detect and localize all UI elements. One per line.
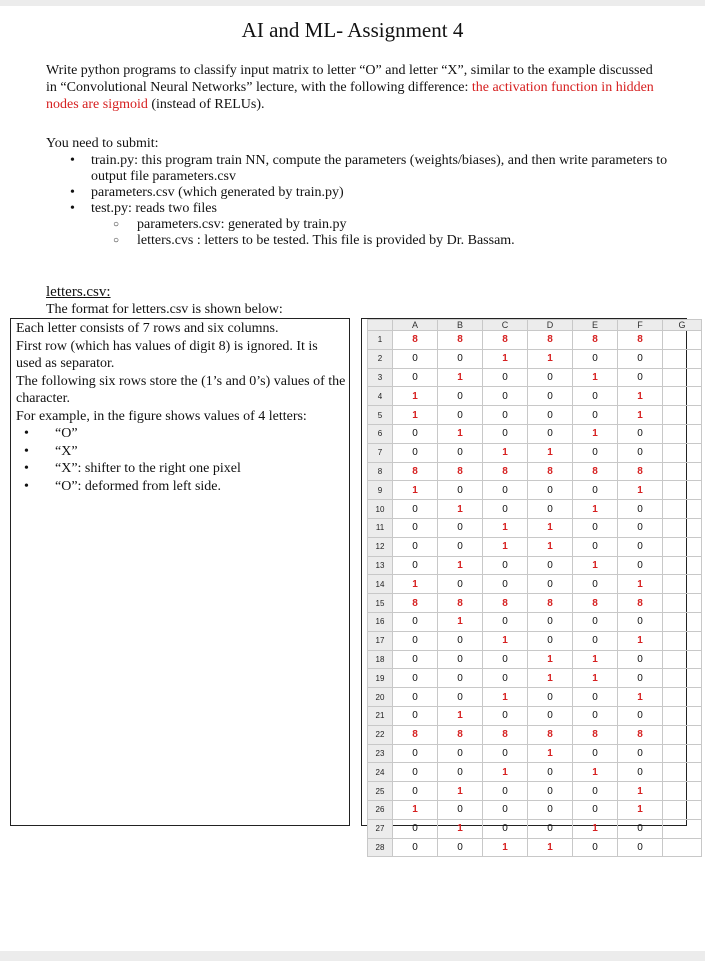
sheet-cell[interactable]: 1 (618, 631, 663, 650)
sheet-cell[interactable]: 1 (438, 556, 483, 575)
submit-item-parameters: • parameters.csv (which generated by train.py) (70, 185, 670, 201)
bottom-bar (0, 951, 705, 961)
sheet-cell[interactable]: 0 (483, 575, 528, 594)
sheet-cell[interactable]: 0 (573, 406, 618, 425)
test-sublist (91, 217, 670, 249)
sheet-cell[interactable]: 0 (618, 443, 663, 462)
sheet-cell[interactable]: 0 (618, 556, 663, 575)
sheet-cell[interactable]: 0 (393, 744, 438, 763)
sheet-cell[interactable]: 8 (438, 462, 483, 481)
sheet-cell-empty[interactable] (663, 368, 702, 387)
submit-heading: You need to submit: (46, 136, 159, 151)
row-number[interactable]: 3 (368, 368, 393, 387)
sheet-cell[interactable]: 1 (528, 669, 573, 688)
sheet-cell-empty[interactable] (663, 331, 702, 350)
row-number[interactable]: 25 (368, 782, 393, 801)
sheet-cell[interactable]: 0 (393, 537, 438, 556)
sheet-cell[interactable]: 0 (483, 406, 528, 425)
sheet-cell[interactable]: 0 (393, 518, 438, 537)
example-item: • “X”: shifter to the right one pixel (24, 460, 346, 478)
sheet-cell[interactable]: 0 (528, 368, 573, 387)
sheet-cell[interactable]: 8 (618, 725, 663, 744)
sheet-cell[interactable]: 0 (483, 368, 528, 387)
column-header-a[interactable]: A (393, 320, 438, 331)
sheet-cell[interactable]: 8 (483, 725, 528, 744)
row-number[interactable]: 23 (368, 744, 393, 763)
sheet-cell[interactable]: 0 (393, 838, 438, 857)
sheet-cell[interactable]: 0 (483, 819, 528, 838)
sheet-cell[interactable]: 0 (528, 481, 573, 500)
sheet-cell[interactable]: 0 (438, 688, 483, 707)
sheet-cell[interactable]: 0 (528, 706, 573, 725)
sheet-cell[interactable]: 0 (618, 612, 663, 631)
sheet-cell-empty[interactable] (663, 462, 702, 481)
sheet-cell[interactable]: 8 (618, 331, 663, 350)
sheet-cell[interactable]: 8 (573, 725, 618, 744)
row-number[interactable]: 2 (368, 349, 393, 368)
column-header-g[interactable]: G (663, 320, 702, 331)
sheet-cell[interactable]: 0 (573, 349, 618, 368)
sheet-cell[interactable]: 1 (393, 800, 438, 819)
sheet-cell[interactable]: 0 (483, 387, 528, 406)
row-number[interactable]: 9 (368, 481, 393, 500)
sheet-cell[interactable]: 0 (483, 556, 528, 575)
sheet-cell[interactable]: 8 (393, 594, 438, 613)
sheet-cell[interactable]: 1 (618, 800, 663, 819)
description-line: The following six rows store the (1’s and 0’s) values of the character. (16, 373, 346, 406)
row-number[interactable]: 13 (368, 556, 393, 575)
sheet-cell[interactable]: 1 (483, 537, 528, 556)
sheet-cell[interactable]: 1 (483, 631, 528, 650)
sheet-cell[interactable]: 1 (618, 481, 663, 500)
sheet-cell-empty[interactable] (663, 725, 702, 744)
sheet-cell[interactable]: 0 (483, 424, 528, 443)
sheet-cell[interactable]: 8 (573, 331, 618, 350)
sheet-row (368, 612, 702, 631)
sheet-cell[interactable]: 1 (573, 650, 618, 669)
sheet-cell[interactable]: 1 (618, 782, 663, 801)
sheet-cell[interactable]: 0 (618, 669, 663, 688)
sheet-cell[interactable]: 0 (438, 349, 483, 368)
sheet-row (368, 537, 702, 556)
sheet-row (368, 575, 702, 594)
spreadsheet-grid (367, 319, 702, 857)
sheet-cell[interactable]: 0 (573, 518, 618, 537)
sheet-cell-empty[interactable] (663, 838, 702, 857)
sheet-cell[interactable]: 0 (438, 575, 483, 594)
sheet-cell[interactable]: 0 (393, 763, 438, 782)
sheet-cell[interactable]: 1 (438, 706, 483, 725)
sheet-cell[interactable]: 1 (528, 838, 573, 857)
sheet-cell-empty[interactable] (663, 782, 702, 801)
sheet-cell-empty[interactable] (663, 763, 702, 782)
row-number[interactable]: 1 (368, 331, 393, 350)
sheet-row (368, 650, 702, 669)
row-number[interactable]: 12 (368, 537, 393, 556)
sheet-cell[interactable]: 0 (618, 500, 663, 519)
column-header-d[interactable]: D (528, 320, 573, 331)
sheet-cell[interactable]: 0 (573, 744, 618, 763)
sheet-cell[interactable]: 0 (573, 443, 618, 462)
sheet-cell[interactable]: 0 (618, 518, 663, 537)
submit-list (70, 153, 670, 249)
sheet-cell[interactable]: 0 (393, 631, 438, 650)
sheet-cell[interactable]: 0 (618, 650, 663, 669)
sheet-cell[interactable]: 1 (438, 612, 483, 631)
sheet-cell[interactable]: 1 (573, 669, 618, 688)
sheet-cell-empty[interactable] (663, 537, 702, 556)
sheet-cell[interactable]: 1 (438, 500, 483, 519)
sheet-cell-empty[interactable] (663, 631, 702, 650)
sheet-row (368, 481, 702, 500)
sheet-cell[interactable]: 1 (618, 688, 663, 707)
sheet-cell[interactable]: 0 (573, 612, 618, 631)
row-number[interactable]: 5 (368, 406, 393, 425)
sheet-cell[interactable]: 0 (393, 819, 438, 838)
sheet-row (368, 838, 702, 857)
sheet-cell[interactable]: 0 (528, 612, 573, 631)
sheet-cell[interactable]: 0 (528, 556, 573, 575)
sheet-cell-empty[interactable] (663, 744, 702, 763)
row-number[interactable]: 28 (368, 838, 393, 857)
row-number[interactable]: 16 (368, 612, 393, 631)
sheet-cell[interactable]: 0 (438, 650, 483, 669)
sheet-cell[interactable]: 0 (618, 706, 663, 725)
sheet-cell[interactable]: 0 (528, 631, 573, 650)
sheet-row (368, 688, 702, 707)
sheet-cell[interactable]: 1 (483, 838, 528, 857)
sheet-cell[interactable]: 0 (573, 575, 618, 594)
column-header-f[interactable]: F (618, 320, 663, 331)
sheet-cell[interactable]: 0 (438, 669, 483, 688)
sheet-cell[interactable]: 0 (573, 800, 618, 819)
sheet-cell-empty[interactable] (663, 575, 702, 594)
sheet-cell[interactable]: 0 (393, 349, 438, 368)
sheet-cell[interactable]: 8 (438, 594, 483, 613)
sheet-cell[interactable]: 0 (438, 838, 483, 857)
sheet-cell[interactable]: 0 (618, 537, 663, 556)
sheet-cell[interactable]: 8 (483, 594, 528, 613)
submit-item-train: • train.py: this program train NN, compute the parameters (weights/biases), and then write parameters to output file parameters.csv (70, 153, 670, 185)
sheet-row (368, 462, 702, 481)
column-header-row (368, 320, 702, 331)
sheet-cell[interactable]: 8 (393, 725, 438, 744)
sheet-cell[interactable]: 0 (573, 631, 618, 650)
sheet-cell[interactable]: 0 (438, 443, 483, 462)
sheet-cell[interactable]: 0 (528, 406, 573, 425)
sheet-cell-empty[interactable] (663, 500, 702, 519)
row-number[interactable]: 14 (368, 575, 393, 594)
sheet-cell[interactable]: 0 (483, 500, 528, 519)
row-number[interactable]: 6 (368, 424, 393, 443)
sheet-cell[interactable]: 0 (438, 744, 483, 763)
sheet-cell[interactable]: 0 (438, 406, 483, 425)
sheet-cell[interactable]: 1 (618, 575, 663, 594)
row-number[interactable]: 24 (368, 763, 393, 782)
subitem-parameters: ○ parameters.csv: generated by train.py (113, 217, 670, 233)
sheet-cell-empty[interactable] (663, 688, 702, 707)
sheet-cell-empty[interactable] (663, 349, 702, 368)
sheet-cell[interactable]: 0 (483, 706, 528, 725)
top-bar (0, 0, 705, 6)
sheet-cell[interactable]: 1 (618, 387, 663, 406)
sheet-cell-empty[interactable] (663, 800, 702, 819)
sheet-cell[interactable]: 1 (393, 387, 438, 406)
sheet-cell[interactable]: 1 (618, 406, 663, 425)
sheet-cell[interactable]: 0 (483, 612, 528, 631)
sheet-cell[interactable]: 0 (573, 688, 618, 707)
sheet-cell[interactable]: 0 (618, 838, 663, 857)
sheet-cell[interactable]: 8 (573, 594, 618, 613)
sheet-cell[interactable]: 8 (528, 594, 573, 613)
sheet-row (368, 406, 702, 425)
sheet-cell[interactable]: 0 (393, 706, 438, 725)
sheet-cell[interactable]: 0 (438, 387, 483, 406)
sheet-row (368, 706, 702, 725)
sheet-cell[interactable]: 8 (528, 462, 573, 481)
sheet-cell[interactable]: 0 (528, 688, 573, 707)
sheet-cell-empty[interactable] (663, 424, 702, 443)
sheet-cell[interactable]: 0 (573, 481, 618, 500)
submit-item-test: • test.py: reads two files ○ parameters.csv: generated by train.py ○ letters.cvs : letters to be tested. This file is provided by Dr. Bassam. (70, 201, 670, 249)
sheet-cell-empty[interactable] (663, 481, 702, 500)
sheet-row (368, 725, 702, 744)
sheet-row (368, 424, 702, 443)
sheet-cell[interactable]: 0 (438, 800, 483, 819)
sheet-cell[interactable]: 1 (483, 518, 528, 537)
sheet-row (368, 556, 702, 575)
description-line: Each letter consists of 7 rows and six columns. (16, 321, 279, 336)
column-header-c[interactable]: C (483, 320, 528, 331)
sheet-row (368, 631, 702, 650)
sheet-cell[interactable]: 0 (483, 782, 528, 801)
description-content (16, 320, 346, 495)
sheet-cell-empty[interactable] (663, 387, 702, 406)
description-line: First row (which has values of digit 8) is ignored. It is used as separator. (16, 338, 318, 371)
sheet-cell[interactable]: 0 (393, 424, 438, 443)
row-number[interactable]: 27 (368, 819, 393, 838)
example-list (16, 425, 346, 495)
sheet-cell[interactable]: 1 (528, 518, 573, 537)
column-header-e[interactable]: E (573, 320, 618, 331)
intro-highlight: the activation function in hidden nodes are sigmoid (46, 80, 654, 112)
sheet-cell[interactable]: 0 (528, 424, 573, 443)
sheet-cell[interactable]: 0 (393, 650, 438, 669)
sheet-row (368, 368, 702, 387)
sheet-cell[interactable]: 0 (393, 500, 438, 519)
sheet-cell[interactable]: 1 (393, 406, 438, 425)
sheet-cell-empty[interactable] (663, 706, 702, 725)
sheet-cell[interactable]: 0 (528, 800, 573, 819)
sheet-cell-empty[interactable] (663, 518, 702, 537)
intro-paragraph (46, 62, 666, 113)
row-number[interactable]: 10 (368, 500, 393, 519)
sheet-cell[interactable]: 0 (393, 688, 438, 707)
sheet-cell[interactable]: 0 (618, 744, 663, 763)
sheet-cell[interactable]: 8 (438, 725, 483, 744)
sheet-cell[interactable]: 1 (573, 500, 618, 519)
sheet-cell[interactable]: 1 (483, 688, 528, 707)
sheet-cell[interactable]: 8 (393, 462, 438, 481)
sheet-cell[interactable]: 8 (528, 725, 573, 744)
sheet-cell[interactable]: 1 (438, 819, 483, 838)
sheet-cell[interactable]: 0 (573, 838, 618, 857)
sheet-cell[interactable]: 0 (528, 819, 573, 838)
sheet-cell[interactable]: 1 (438, 782, 483, 801)
sheet-cell[interactable]: 0 (438, 537, 483, 556)
sheet-cell[interactable]: 1 (483, 349, 528, 368)
sheet-cell-empty[interactable] (663, 819, 702, 838)
sheet-cell[interactable]: 1 (528, 349, 573, 368)
example-item: • “O” (24, 425, 346, 443)
sheet-cell[interactable]: 1 (573, 819, 618, 838)
sheet-cell[interactable]: 0 (528, 387, 573, 406)
format-line: The format for letters.csv is shown below: (46, 302, 283, 317)
sheet-cell[interactable]: 1 (393, 481, 438, 500)
sheet-cell[interactable]: 1 (528, 650, 573, 669)
row-number[interactable]: 4 (368, 387, 393, 406)
sheet-cell-empty[interactable] (663, 406, 702, 425)
sheet-cell[interactable]: 1 (573, 763, 618, 782)
sheet-cell-empty[interactable] (663, 556, 702, 575)
column-header-b[interactable]: B (438, 320, 483, 331)
row-number[interactable]: 17 (368, 631, 393, 650)
sheet-cell[interactable]: 0 (618, 819, 663, 838)
sheet-row (368, 744, 702, 763)
row-number[interactable]: 22 (368, 725, 393, 744)
subitem-letters: ○ letters.cvs : letters to be tested. This file is provided by Dr. Bassam. (113, 233, 670, 249)
sheet-cell[interactable]: 8 (393, 331, 438, 350)
sheet-cell-empty[interactable] (663, 612, 702, 631)
sheet-cell[interactable]: 1 (528, 443, 573, 462)
sheet-cell[interactable]: 0 (393, 443, 438, 462)
sheet-row (368, 800, 702, 819)
sheet-row (368, 443, 702, 462)
sheet-cell[interactable]: 8 (618, 594, 663, 613)
sheet-cell[interactable]: 0 (483, 669, 528, 688)
example-item: • “X” (24, 443, 346, 461)
sheet-cell-empty[interactable] (663, 594, 702, 613)
sheet-cell[interactable]: 8 (618, 462, 663, 481)
sheet-cell[interactable]: 0 (528, 763, 573, 782)
row-number[interactable]: 21 (368, 706, 393, 725)
sheet-cell[interactable]: 0 (438, 631, 483, 650)
sheet-cell[interactable]: 0 (483, 650, 528, 669)
intro-text: Write python programs to classify input matrix to letter “O” and letter “X”, similar to the example discussed in “Convolutional Neural Networks” lecture, with the following difference: (46, 63, 653, 95)
row-number[interactable]: 26 (368, 800, 393, 819)
sheet-cell[interactable]: 0 (438, 518, 483, 537)
example-item: • “O”: deformed from left side. (24, 478, 346, 496)
sheet-cell[interactable]: 8 (438, 331, 483, 350)
sheet-cell[interactable]: 1 (438, 368, 483, 387)
sheet-row (368, 782, 702, 801)
sheet-cell[interactable]: 0 (573, 387, 618, 406)
sheet-cell[interactable]: 0 (618, 424, 663, 443)
sheet-cell[interactable]: 0 (393, 782, 438, 801)
sheet-cell-empty[interactable] (663, 650, 702, 669)
sheet-cell[interactable]: 8 (483, 331, 528, 350)
sheet-cell[interactable]: 0 (618, 763, 663, 782)
letters-heading: letters.csv: (46, 284, 111, 300)
sheet-cell-empty[interactable] (663, 669, 702, 688)
sheet-cell[interactable]: 1 (528, 537, 573, 556)
sheet-row (368, 594, 702, 613)
sheet-cell[interactable]: 0 (573, 537, 618, 556)
sheet-corner[interactable] (368, 320, 393, 331)
sheet-cell[interactable]: 0 (483, 481, 528, 500)
sheet-cell[interactable]: 1 (573, 556, 618, 575)
sheet-row (368, 349, 702, 368)
sheet-cell[interactable]: 1 (528, 744, 573, 763)
sheet-cell[interactable]: 8 (573, 462, 618, 481)
description-line: For example, in the figure shows values of 4 letters: (16, 408, 307, 424)
page-title: AI and ML- Assignment 4 (241, 18, 464, 42)
sheet-cell[interactable]: 0 (438, 763, 483, 782)
row-number[interactable]: 8 (368, 462, 393, 481)
sheet-row (368, 763, 702, 782)
sheet-cell[interactable]: 0 (393, 669, 438, 688)
sheet-cell[interactable]: 1 (483, 763, 528, 782)
sheet-cell[interactable]: 1 (483, 443, 528, 462)
sheet-row (368, 819, 702, 838)
row-number[interactable]: 15 (368, 594, 393, 613)
sheet-cell[interactable]: 1 (573, 424, 618, 443)
sheet-cell[interactable]: 0 (528, 500, 573, 519)
sheet-cell[interactable]: 0 (483, 800, 528, 819)
sheet-cell[interactable]: 0 (573, 782, 618, 801)
row-number[interactable]: 7 (368, 443, 393, 462)
sheet-cell[interactable]: 0 (393, 368, 438, 387)
row-number[interactable]: 19 (368, 669, 393, 688)
sheet-cell[interactable]: 0 (618, 349, 663, 368)
sheet-cell[interactable]: 0 (483, 744, 528, 763)
sheet-row (368, 331, 702, 350)
row-number[interactable]: 20 (368, 688, 393, 707)
sheet-row (368, 518, 702, 537)
sheet-cell[interactable]: 0 (393, 612, 438, 631)
sheet-cell[interactable]: 1 (573, 368, 618, 387)
sheet-cell[interactable]: 0 (573, 706, 618, 725)
sheet-cell[interactable]: 0 (393, 556, 438, 575)
row-number[interactable]: 11 (368, 518, 393, 537)
sheet-cell[interactable]: 0 (528, 782, 573, 801)
sheet-cell[interactable]: 0 (528, 575, 573, 594)
row-number[interactable]: 18 (368, 650, 393, 669)
sheet-cell-empty[interactable] (663, 443, 702, 462)
sheet-cell[interactable]: 0 (438, 481, 483, 500)
sheet-row (368, 500, 702, 519)
sheet-row (368, 669, 702, 688)
sheet-cell[interactable]: 1 (393, 575, 438, 594)
sheet-cell[interactable]: 1 (438, 424, 483, 443)
intro-tail: (instead of RELUs). (147, 97, 265, 112)
sheet-cell[interactable]: 8 (483, 462, 528, 481)
sheet-cell[interactable]: 8 (528, 331, 573, 350)
sheet-cell[interactable]: 0 (618, 368, 663, 387)
sheet-row (368, 387, 702, 406)
